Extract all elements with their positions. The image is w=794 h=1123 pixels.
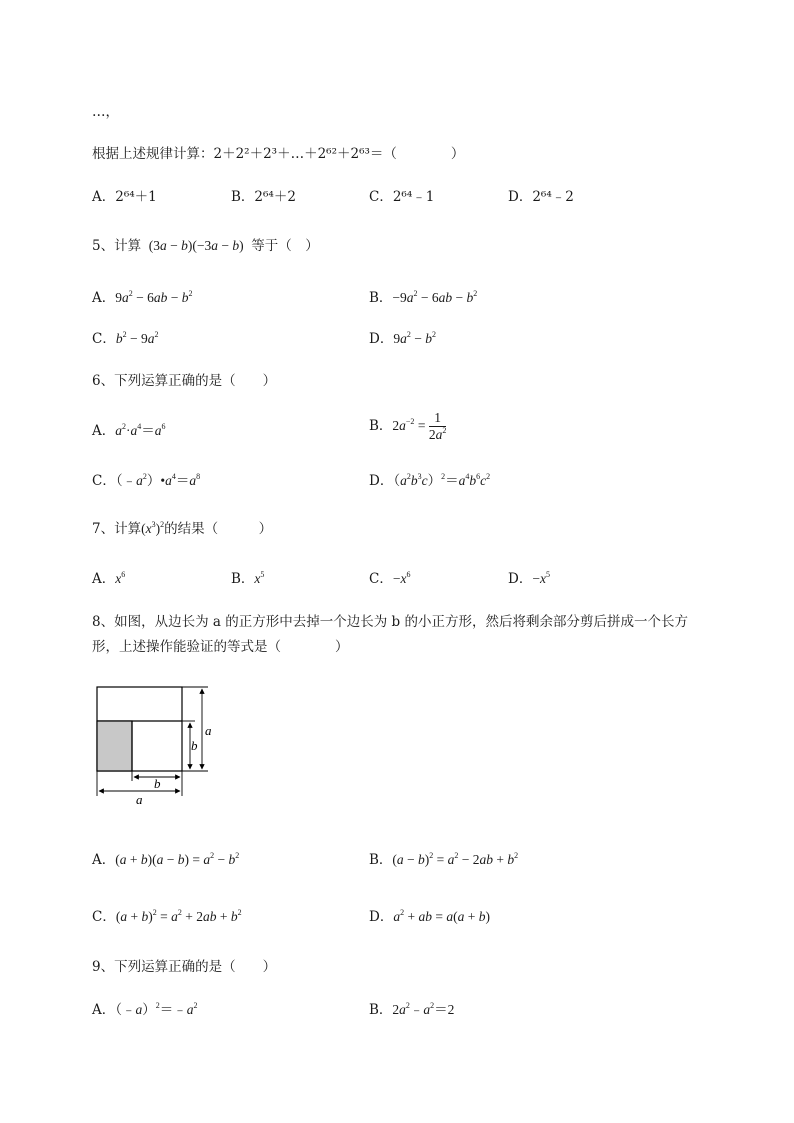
- question-5-stem: [92, 234, 319, 254]
- square-diagram: [92, 680, 222, 808]
- q7-option-c: C．$-x^6$: [369, 570, 411, 587]
- q6-option-a: A．$a^2\cdot a^4=a^6$: [92, 422, 166, 439]
- question-9-stem: 9、下列运算正确的是（ ）: [92, 959, 277, 975]
- q9-option-b: B．$2a^2﹣a^2=2$: [369, 1001, 455, 1018]
- shaded-region: [97, 721, 132, 771]
- q5-option-d: D．$9a^2 - b^2$: [369, 330, 436, 347]
- q5-option-b: B．$-9a^2 - 6ab - b^2$: [369, 289, 478, 306]
- intro-option-b: B．2⁶⁴＋2: [231, 189, 296, 205]
- question-8-stem-line2: 形，上述操作能验证的等式是（ ）: [92, 639, 349, 655]
- rule-prompt: 根据上述规律计算：2＋2²＋2³＋…＋2⁶²＋2⁶³＝（ ）: [92, 146, 465, 162]
- intro-option-d: D．2⁶⁴﹣2: [508, 189, 574, 205]
- q8-option-a: A．$(a + b)(a - b) = a^2 - b^2$: [92, 851, 240, 868]
- q7-option-b: B．$x^5$: [231, 570, 265, 587]
- q8-option-d: D．$a^2$ + ab = a(a + b): [369, 908, 490, 925]
- q5-stem-pre: 计算: [114, 238, 142, 254]
- q5-stem-post: 等于（ ）: [251, 238, 319, 254]
- intro-option-c: C．2⁶⁴﹣1: [369, 189, 435, 205]
- label-a-bottom: a: [136, 792, 143, 807]
- question-7-stem: 7、计算$(x^3)^2$的结果（ ）: [92, 520, 273, 537]
- q6-option-c: C．$(﹣a^2)•a^4=a^8$: [92, 472, 201, 489]
- q6-option-d: D．$(a^2b^3c)^2=a^4b^6c^2$: [369, 472, 491, 489]
- label-b-right: b: [191, 738, 198, 753]
- question-8-stem-line1: 8、如图，从边长为 a 的正方形中去掉一个边长为 b 的小正方形，然后将剩余部分剪后拼成一个长方: [92, 614, 688, 630]
- q6-option-b: B．$2a^{-2}$ = $\frac{1}{2a^2}$: [369, 410, 447, 442]
- q5-expression: (3a − b)(−3a − b): [145, 238, 247, 253]
- q7-option-d: D．$-x^5$: [508, 570, 550, 587]
- q8-option-c: C．$(a + b)^2 = a^2 + 2ab + b^2$: [92, 908, 242, 925]
- q5-number: 5、: [92, 238, 115, 254]
- q5-option-c: C．$b^2 - 9a^2$: [92, 330, 159, 347]
- q5-option-a: A．$9a^2 - 6ab - b^2$: [92, 289, 193, 306]
- label-a-right: a: [205, 723, 212, 738]
- q9-option-a: A．$(﹣a)^2=﹣a^2$: [92, 1001, 198, 1018]
- label-b-bottom: b: [154, 776, 161, 791]
- ellipsis-text: …，: [92, 104, 119, 120]
- q8-option-b: B．$(a - b)^2 = a^2 - 2ab + b^2$: [369, 851, 519, 868]
- intro-option-a: A．2⁶⁴＋1: [92, 189, 157, 205]
- q7-option-a: A．$x^6$: [92, 570, 126, 587]
- question-6-stem: 6、下列运算正确的是（ ）: [92, 373, 277, 389]
